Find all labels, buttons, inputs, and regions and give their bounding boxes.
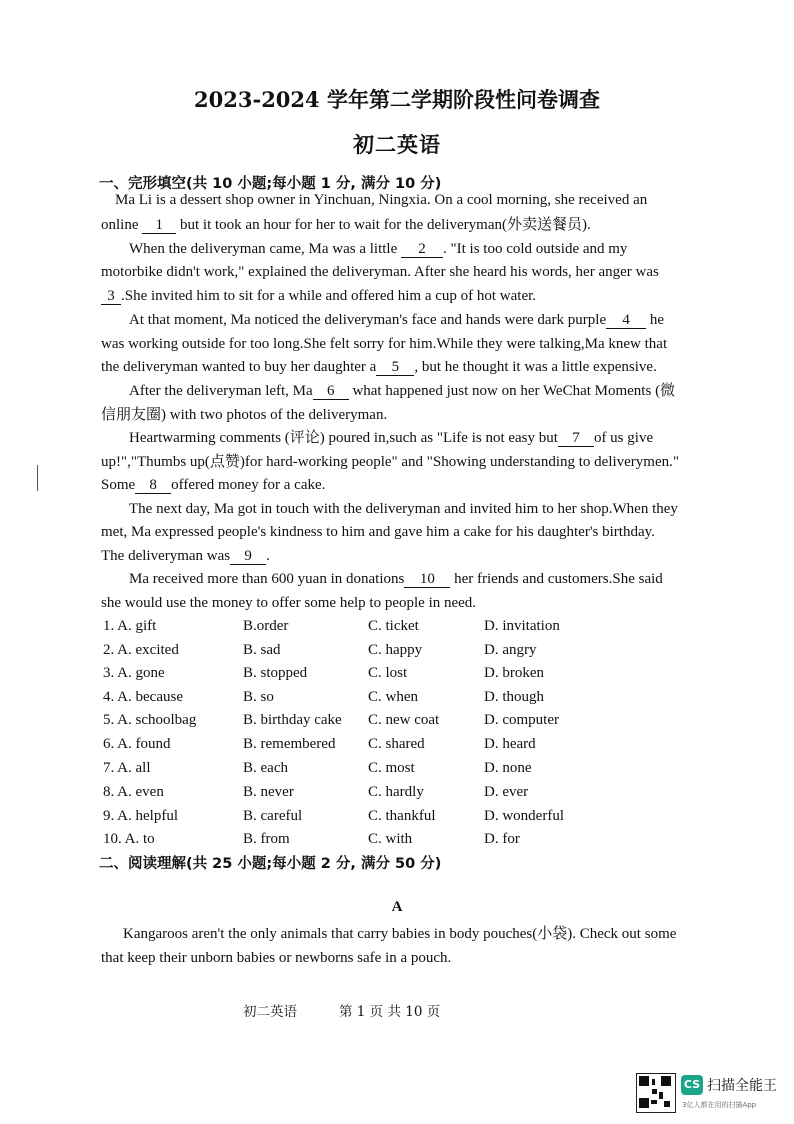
passage-line: At that moment, Ma noticed the deliveryman's face and hands were dark purple 4 he xyxy=(129,312,665,328)
option-d[interactable]: D. invitation xyxy=(484,618,560,634)
option-d[interactable]: D. for xyxy=(484,831,520,847)
option-a[interactable]: 9. A. helpful xyxy=(103,808,178,824)
passage-line: she would use the money to offer some help to people in need. xyxy=(101,595,477,611)
passage-a-label: A xyxy=(391,899,403,915)
passage-line: motorbike didn't work," explained the deliveryman. After she heard his words, her anger was xyxy=(101,264,659,280)
reading-intro-line: that keep their unborn babies or newborns safe in a pouch. xyxy=(101,950,452,966)
passage-line: Ma Li is a dessert shop owner in Yinchuan, Ningxia. On a cool morning, she received an xyxy=(115,192,648,208)
option-d[interactable]: D. though xyxy=(484,689,544,705)
margin-mark xyxy=(37,465,38,491)
blank-5[interactable]: 5 xyxy=(376,359,414,376)
option-c[interactable]: C. lost xyxy=(368,665,408,681)
passage-line: the deliveryman wanted to buy her daughter a 5 , but he thought it was a little expensive. xyxy=(101,359,657,375)
option-b[interactable]: B. so xyxy=(243,689,274,705)
option-c[interactable]: C. hardly xyxy=(368,784,424,800)
option-a[interactable]: 2. A. excited xyxy=(103,642,179,658)
passage-line: The next day, Ma got in touch with the deliveryman and invited him to her shop.When they xyxy=(129,501,678,517)
blank-3[interactable]: 3 xyxy=(101,288,121,305)
passage-line: up!","Thumbs up(点赞)for hard-working people" and "Showing understanding to deliverymen." xyxy=(101,454,680,470)
passage-line: 3 .She invited him to sit for a while and offered him a cup of hot water. xyxy=(101,286,667,306)
passage-line: met, Ma expressed people's kindness to him and gave him a cake for his daughter's birthday. xyxy=(101,524,655,540)
option-d[interactable]: D. heard xyxy=(484,736,536,752)
blank-10[interactable]: 10 xyxy=(404,571,450,588)
blank-9[interactable]: 9 xyxy=(230,548,266,565)
subject-title: 初二英语 xyxy=(353,132,441,157)
option-b[interactable]: B. each xyxy=(243,760,288,776)
passage-line: Ma received more than 600 yuan in donations 10 her friends and customers.She said xyxy=(129,571,663,587)
option-a[interactable]: 5. A. schoolbag xyxy=(103,712,197,728)
passage-line: After the deliveryman left, Ma 6 what happened just now on her WeChat Moments (微 xyxy=(129,383,676,399)
option-c[interactable]: C. shared xyxy=(368,736,425,752)
option-d[interactable]: D. wonderful xyxy=(484,808,564,824)
option-d[interactable]: D. angry xyxy=(484,642,537,658)
option-c[interactable]: C. ticket xyxy=(368,618,419,634)
passage-line: When the deliveryman came, Ma was a little 2 . "It is too cold outside and my xyxy=(129,241,628,257)
option-c[interactable]: C. new coat xyxy=(368,712,440,728)
camscanner-logo-icon: CS xyxy=(681,1075,703,1095)
option-a[interactable]: 1. A. gift xyxy=(103,618,157,634)
section2-heading: 二、阅读理解(共 25 小题;每小题 2 分, 满分 50 分) xyxy=(99,856,442,872)
qr-code-icon xyxy=(636,1073,676,1113)
option-a[interactable]: 7. A. all xyxy=(103,760,151,776)
footer-page-number: 第 1 页 共 10 页 xyxy=(339,1004,441,1020)
option-d[interactable]: D. none xyxy=(484,760,532,776)
passage-line: online 1 but it took an hour for her to wait for the deliveryman(外卖送餐员). xyxy=(101,217,591,233)
reading-intro-line: Kangaroos aren't the only animals that carry babies in body pouches(小袋). Check out some xyxy=(123,926,677,942)
option-a[interactable]: 10. A. to xyxy=(103,831,155,847)
option-b[interactable]: B. remembered xyxy=(243,736,336,752)
option-b[interactable]: B. birthday cake xyxy=(243,712,342,728)
passage-line: 信朋友圈) with two photos of the deliveryman. xyxy=(101,407,388,423)
option-b[interactable]: B. stopped xyxy=(243,665,308,681)
option-c[interactable]: C. most xyxy=(368,760,415,776)
option-c[interactable]: C. when xyxy=(368,689,418,705)
option-b[interactable]: B. from xyxy=(243,831,290,847)
scanner-app-name: 扫描全能王 xyxy=(707,1078,777,1094)
passage-line: Heartwarming comments (评论) poured in,such as "Life is not easy but 7 of us give xyxy=(129,430,654,446)
passage-line: The deliveryman was 9 . xyxy=(101,548,270,564)
option-b[interactable]: B. never xyxy=(243,784,294,800)
blank-7[interactable]: 7 xyxy=(558,430,594,447)
option-d[interactable]: D. ever xyxy=(484,784,529,800)
option-a[interactable]: 4. A. because xyxy=(103,689,183,705)
blank-1[interactable]: 1 xyxy=(142,217,176,234)
option-d[interactable]: D. computer xyxy=(484,712,559,728)
scanner-tagline: 3亿人都在用的扫描App xyxy=(682,1101,757,1109)
passage-line: was working outside for too long.She felt sorry for him.While they were talking,Ma knew that xyxy=(101,336,668,352)
option-c[interactable]: C. thankful xyxy=(368,808,436,824)
blank-8[interactable]: 8 xyxy=(135,477,171,494)
exam-title: 2023-2024 学年第二学期阶段性问卷调查 xyxy=(194,87,600,112)
option-c[interactable]: C. happy xyxy=(368,642,423,658)
option-b[interactable]: B. careful xyxy=(243,808,303,824)
blank-4[interactable]: 4 xyxy=(606,312,646,329)
footer-subject: 初二英语 xyxy=(243,1004,297,1020)
section1-heading: 一、完形填空(共 10 小题;每小题 1 分, 满分 10 分) xyxy=(99,176,442,192)
blank-2[interactable]: 2 xyxy=(401,241,443,258)
option-a[interactable]: 8. A. even xyxy=(103,784,164,800)
option-b[interactable]: B.order xyxy=(243,618,289,634)
blank-6[interactable]: 6 xyxy=(313,383,349,400)
option-d[interactable]: D. broken xyxy=(484,665,544,681)
option-c[interactable]: C. with xyxy=(368,831,413,847)
option-b[interactable]: B. sad xyxy=(243,642,281,658)
option-a[interactable]: 6. A. found xyxy=(103,736,171,752)
passage-line: Some 8 offered money for a cake. xyxy=(101,477,326,493)
option-a[interactable]: 3. A. gone xyxy=(103,665,165,681)
